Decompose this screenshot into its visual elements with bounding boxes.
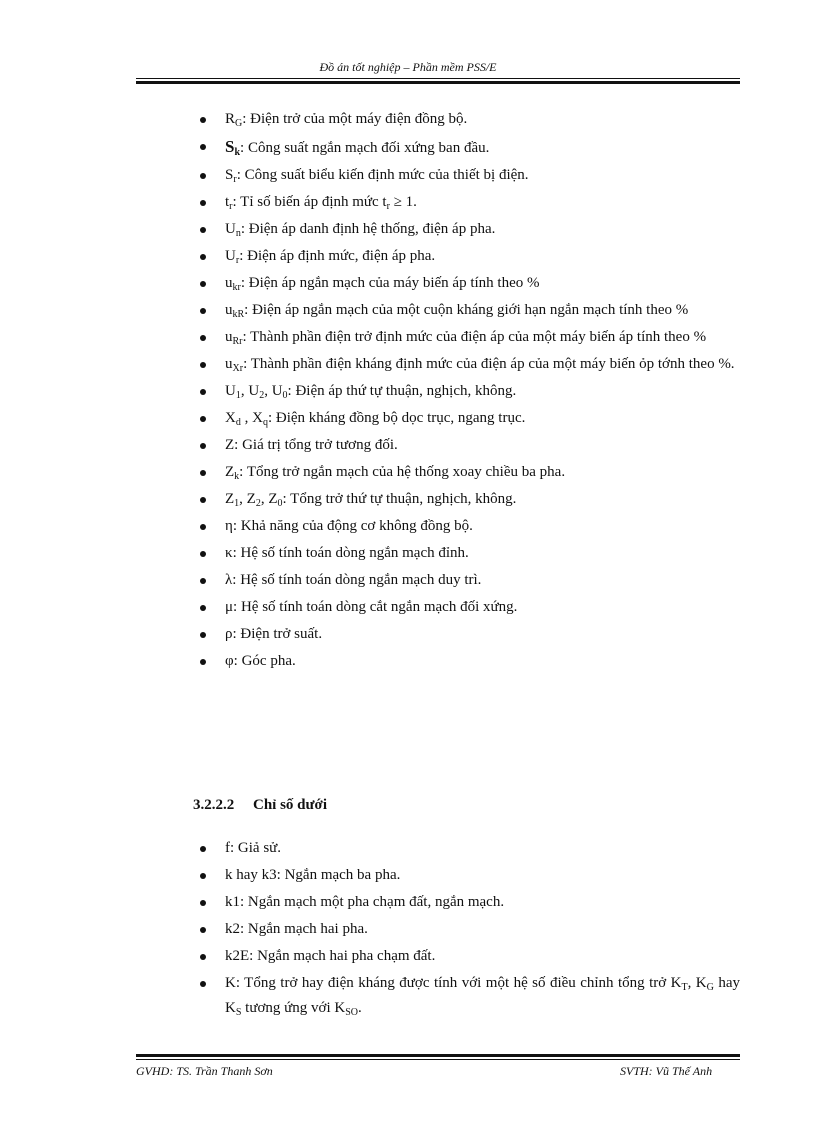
list-item: $Z_k$: Tổng trở ngắn mạch của hệ thống xoay chiều ba pha. [200, 459, 740, 486]
list-item: $u_{Xr}$: Thành phần điện kháng định mức của điện áp của một máy biến ỏp tớnh theo %. [200, 351, 740, 378]
list-item: $Z_1$, $Z_2$, $Z_0$: Tổng trở thứ tự thuận, nghịch, không. [200, 486, 740, 513]
bullet-icon [200, 927, 206, 933]
header-rule-thin [136, 78, 740, 79]
list-item: μ: Hệ số tính toán dòng cắt ngắn mạch đối xứng. [200, 594, 740, 621]
bullet-icon [200, 900, 206, 906]
list-item: $X_d$ , $X_q$: Điện kháng đồng bộ dọc trục, ngang trục. [200, 405, 740, 432]
subscript-list [200, 835, 740, 1022]
bullet-icon [200, 954, 206, 960]
bullet-icon [200, 227, 206, 233]
footer-student: SVTH: Vũ Thế Anh [620, 1064, 713, 1078]
bullet-icon [200, 551, 206, 557]
bullet-icon [200, 605, 206, 611]
bullet-icon [200, 443, 206, 449]
bullet-icon [200, 578, 206, 584]
header-rule-thick [136, 81, 740, 84]
list-item: φ: Góc pha. [200, 648, 740, 675]
section-heading [193, 797, 327, 814]
bullet-icon [200, 362, 206, 368]
list-item: $U_r$: Điện áp định mức, điện áp pha. [200, 243, 740, 270]
bullet-icon [200, 981, 206, 987]
bullet-icon [200, 416, 206, 422]
bullet-icon [200, 846, 206, 852]
bullet-icon [200, 470, 206, 476]
list-item: $u_{kr}$: Điện áp ngắn mạch của máy biến áp tính theo % [200, 270, 740, 297]
list-item: $S_r$: Công suất biểu kiến định mức của thiết bị điện. [200, 162, 740, 189]
footer-rule-thin [136, 1059, 740, 1060]
footer-supervisor: GVHD: TS. Trần Thanh Sơn [136, 1064, 273, 1078]
list-item: k1: Ngắn mạch một pha chạm đất, ngắn mạch. [200, 889, 740, 916]
list-item: $S_k$: Công suất ngắn mạch đối xứng ban đầu. [200, 133, 740, 162]
header-title: Đồ án tốt nghiệp – Phần mềm PSS/E [319, 60, 497, 74]
section-number: 3.2.2.2 [193, 797, 235, 813]
bullet-icon [200, 873, 206, 879]
bullet-icon [200, 335, 206, 341]
section-title: Chỉ số dưới [253, 797, 327, 813]
bullet-icon [200, 308, 206, 314]
bullet-icon [200, 144, 206, 150]
bullet-icon [200, 281, 206, 287]
bullet-icon [200, 254, 206, 260]
bullet-icon [200, 173, 206, 179]
bullet-icon [200, 117, 206, 123]
list-item: $t_r$: Tỉ số biến áp định mức $t_r \ge 1$. [200, 189, 740, 216]
symbol-list [200, 106, 740, 675]
list-item: η: Khả năng của động cơ không đồng bộ. [200, 513, 740, 540]
bullet-icon [200, 389, 206, 395]
bullet-icon [200, 200, 206, 206]
list-item: k hay k3: Ngắn mạch ba pha. [200, 862, 740, 889]
list-item: κ: Hệ số tính toán dòng ngắn mạch đỉnh. [200, 540, 740, 567]
bullet-icon [200, 497, 206, 503]
list-item: K: Tổng trở hay điện kháng được tính với một hệ số điều chỉnh tổng trở $K_T$, $K_G$ hay $K_S$ tương ứng với $K_{SO}$. [200, 970, 740, 1022]
list-item: $U_1$, $U_2$, $U_0$: Điện áp thứ tự thuận, nghịch, không. [200, 378, 740, 405]
list-item: k2: Ngắn mạch hai pha. [200, 916, 740, 943]
list-item: λ: Hệ số tính toán dòng ngắn mạch duy trì. [200, 567, 740, 594]
footer-rule-thick [136, 1054, 740, 1057]
list-item: $u_{kR}$: Điện áp ngắn mạch của một cuộn kháng giới hạn ngắn mạch tính theo % [200, 297, 740, 324]
bullet-icon [200, 632, 206, 638]
list-item: f: Giả sử. [200, 835, 740, 862]
bullet-icon [200, 659, 206, 665]
list-item: k2E: Ngắn mạch hai pha chạm đất. [200, 943, 740, 970]
bullet-icon [200, 524, 206, 530]
list-item: Z: Giá trị tổng trở tương đối. [200, 432, 740, 459]
list-item: $R_G$: Điện trở của một máy điện đồng bộ. [200, 106, 740, 133]
list-item: ρ: Điện trở suất. [200, 621, 740, 648]
list-item: $u_{Rr}$: Thành phần điện trở định mức của điện áp của một máy biến áp tính theo % [200, 324, 740, 351]
list-item: $U_n$: Điện áp danh định hệ thống, điện áp pha. [200, 216, 740, 243]
